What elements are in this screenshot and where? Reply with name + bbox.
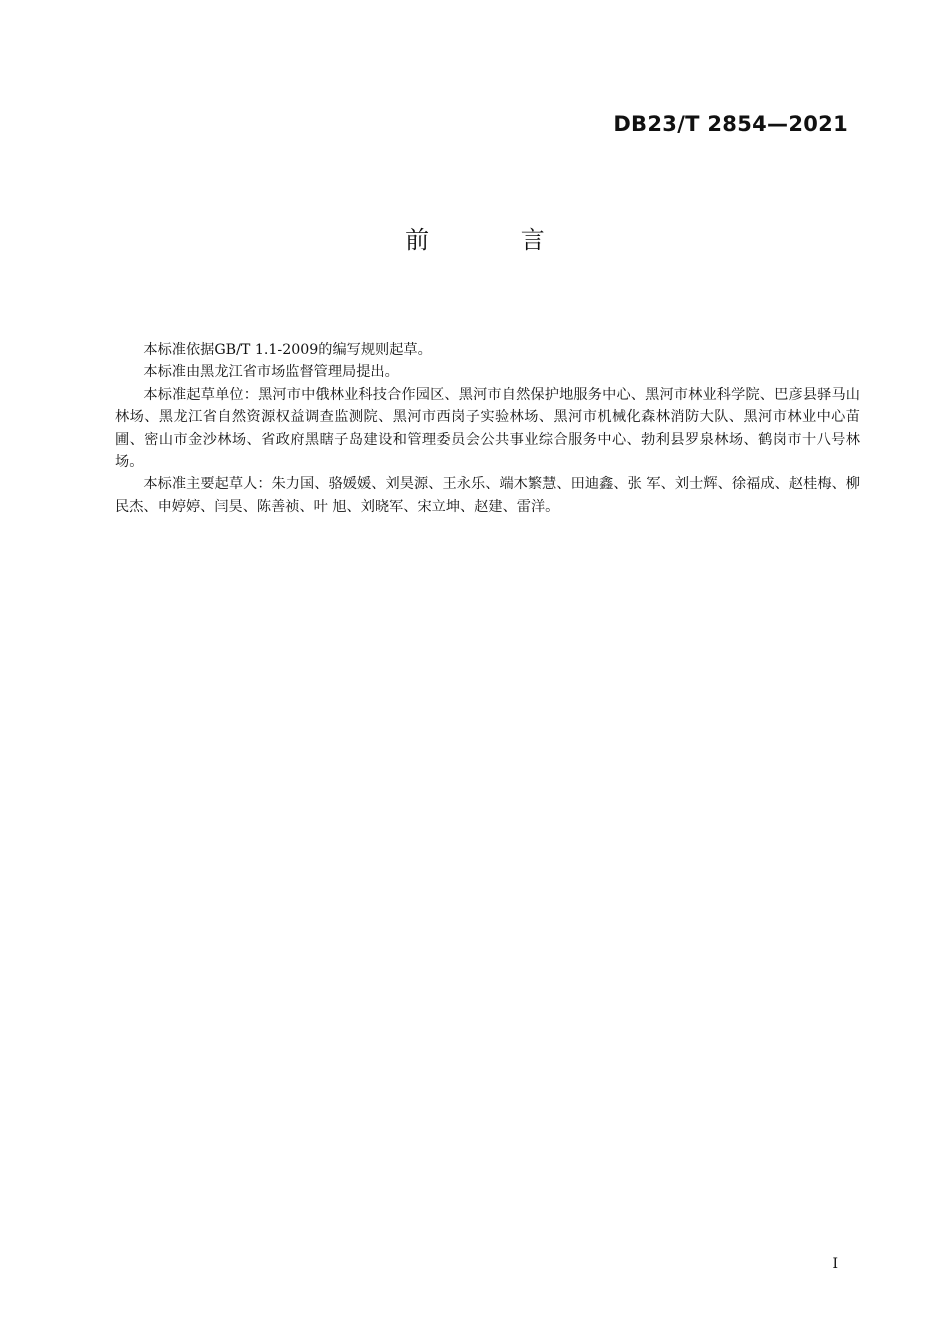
standard-code: DB23/T 2854—2021 [613, 112, 848, 136]
document-body [115, 339, 860, 518]
page-title: 前 言 [405, 226, 587, 254]
page-number: I [832, 1256, 838, 1272]
paragraph-basis: 本标准依据GB/T 1.1-2009的编写规则起草。 [143, 342, 432, 358]
paragraph-drafters: 本标准主要起草人：朱力国、骆媛媛、刘昊源、王永乐、端木繁慧、田迪鑫、张 军、刘士辉、徐福成、赵桂梅、柳民杰、申婷婷、闫昊、陈善祯、叶 旭、刘晓军、宋立坤、赵建、雷洋。 [115, 476, 860, 515]
paragraph-proposer: 本标准由黑龙江省市场监督管理局提出。 [143, 364, 399, 381]
paragraph-drafting-units: 本标准起草单位：黑河市中俄林业科技合作园区、黑河市自然保护地服务中心、黑河市林业科学院、巴彦县驿马山林场、黑龙江省自然资源权益调查监测院、黑河市西岗子实验林场、黑河市机械化森林消防大队、黑河市林业中心苗圃、密山市金沙林场、省政府黑瞎子岛建设和管理委员会公共事业综合服务中心、勃利县罗泉林场、鹤岗市十八号林场。 [115, 386, 860, 471]
